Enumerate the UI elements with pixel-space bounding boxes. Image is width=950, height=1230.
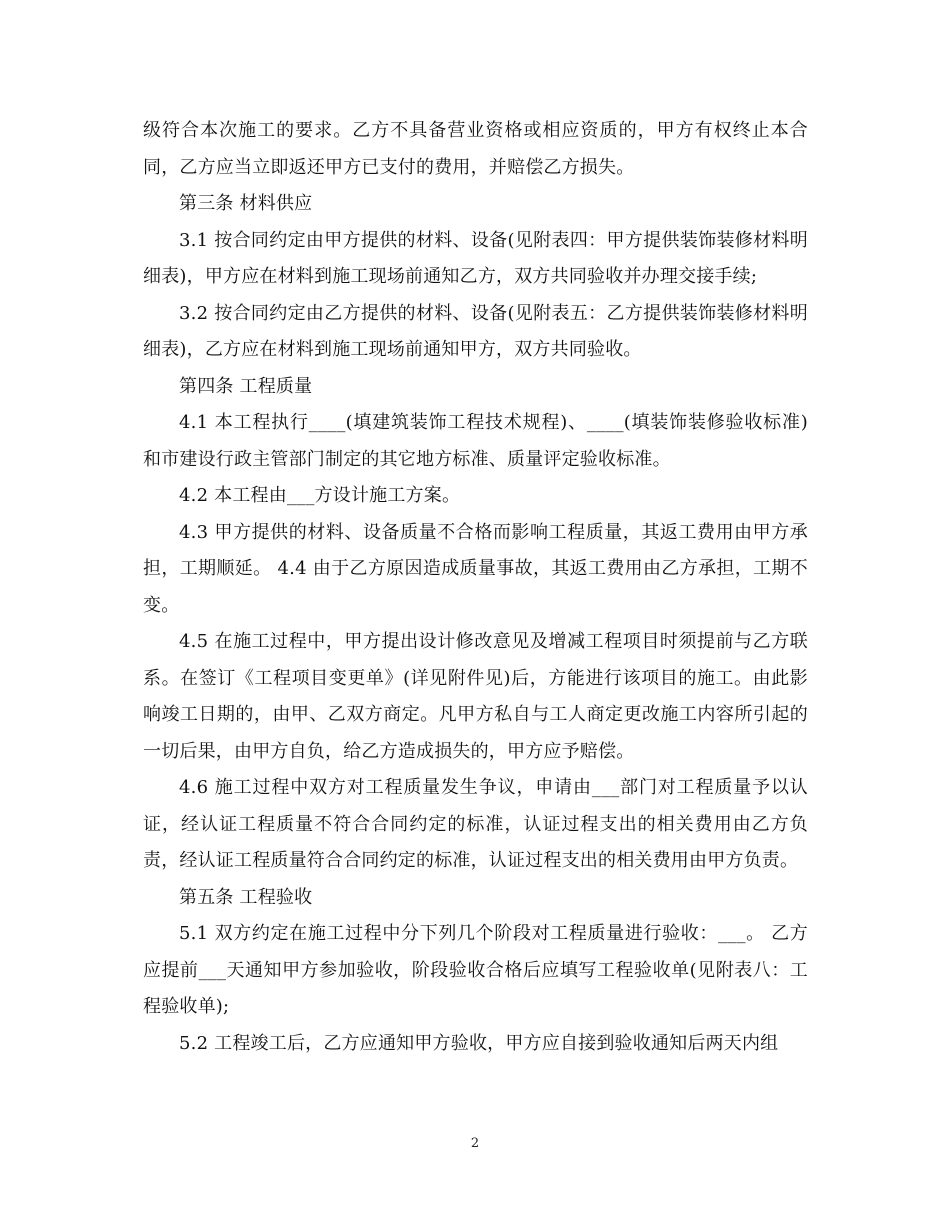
clause-3-2: 3.2 按合同约定由乙方提供的材料、设备(见附表五：乙方提供装饰装修材料明细表)，乙方应在材料到施工现场前通知甲方，双方共同验收。 xyxy=(143,302,808,360)
page-number: 2 xyxy=(470,1136,480,1151)
document-body xyxy=(143,113,808,1062)
clause-4-6: 4.6 施工过程中双方对工程质量发生争议，申请由___部门对工程质量予以认证，经认证工程质量不符合合同约定的标准，认证过程支出的相关费用由乙方负责，经认证工程质量符合合同约定的标准，认证过程支出的相关费用由甲方负责。 xyxy=(143,777,808,871)
section-heading-article-4: 第四条 工程质量 xyxy=(179,375,313,397)
clause-3-1: 3.1 按合同约定由甲方提供的材料、设备(见附表四：甲方提供装饰装修材料明细表)，甲方应在材料到施工现场前通知乙方，双方共同验收并办理交接手续; xyxy=(143,229,808,287)
section-heading-article-3: 第三条 材料供应 xyxy=(179,193,313,214)
clause-5-2: 5.2 工程竣工后，乙方应通知甲方验收，甲方应自接到验收通知后两天内组 xyxy=(179,1032,779,1054)
clause-4-5: 4.5 在施工过程中，甲方提出设计修改意见及增减工程项目时须提前与乙方联系。在签订《工程项目变更单》(详见附件见)后，方能进行该项目的施工。由此影响竣工日期的，由甲、乙双方商定。凡甲方私自与工人商定更改施工内容所引起的一切后果，由甲方自负，给乙方造成损失的，甲方应予赔偿。 xyxy=(143,631,808,762)
clause-5-1: 5.1 双方约定在施工过程中分下列几个阶段对工程质量进行验收：___。 乙方应提前___天通知甲方参加验收，阶段验收合格后应填写工程验收单(见附表八：工程验收单); xyxy=(143,923,808,1017)
paragraph-continuation: 级符合本次施工的要求。乙方不具备营业资格或相应资质的，甲方有权终止本合同，乙方应当立即返还甲方已支付的费用，并赔偿乙方损失。 xyxy=(143,120,808,178)
clause-4-1: 4.1 本工程执行____(填建筑装饰工程技术规程)、____(填装饰装修验收标准)和市建设行政主管部门制定的其它地方标准、质量评定验收标准。 xyxy=(143,412,808,470)
clause-4-2: 4.2 本工程由___方设计施工方案。 xyxy=(179,485,461,506)
section-heading-article-5: 第五条 工程验收 xyxy=(179,886,313,908)
clause-4-3: 4.3 甲方提供的材料、设备质量不合格而影响工程质量，其返工费用由甲方承担，工期顺延。 4.4 由于乙方原因造成质量事故，其返工费用由乙方承担，工期不变。 xyxy=(143,521,808,616)
